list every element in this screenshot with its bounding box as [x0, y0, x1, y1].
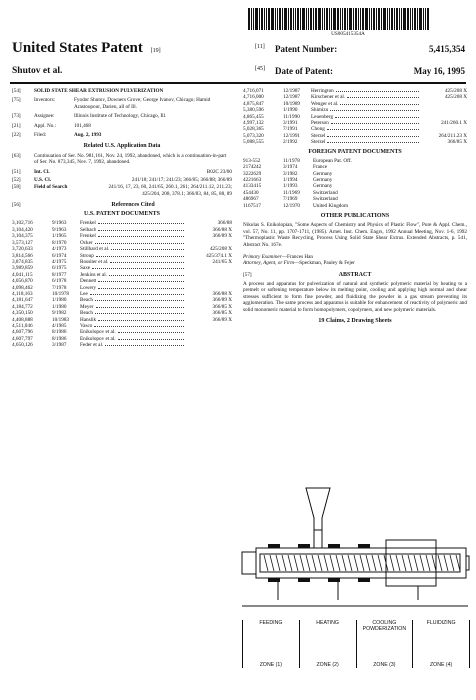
patent-number-row: [255, 44, 465, 54]
primary-examiner-value: Frances Han: [286, 253, 314, 260]
class-label: U.S. Cl.: [34, 176, 52, 183]
heater-band: [298, 544, 310, 548]
reference-number: 5,380,596: [243, 107, 264, 114]
reference-name: Beach: [80, 310, 93, 317]
leader-dots: [98, 220, 184, 224]
extruder-barrel: [256, 548, 466, 578]
biblio-value: SOLID STATE SHEAR EXTRUSION PULVERIZATION: [34, 88, 164, 94]
reference-name: Wenger et al.: [311, 100, 339, 107]
screw-flight: [282, 555, 286, 571]
foreign-number: 454430: [243, 189, 259, 196]
attorney-value: Speckman, Pauley & Fejer: [299, 260, 355, 267]
reference-name: Leuenberg: [311, 113, 334, 120]
related-heading: Related U.S. Application Data: [83, 143, 161, 150]
reference-name: Meyer: [80, 303, 94, 310]
reference-number: 4,184,772: [12, 303, 33, 310]
reference-date: 9/1982: [52, 310, 67, 317]
screw-flight: [396, 555, 400, 571]
leader-dots: [98, 317, 184, 321]
leader-dots: [96, 304, 184, 308]
class-code: [51]: [12, 169, 21, 176]
screw-flight: [378, 555, 382, 571]
screw-flight: [456, 555, 460, 571]
foreign-refs: [243, 158, 467, 209]
screw-flight: [276, 555, 280, 571]
biblio-label: Inventors:: [34, 97, 56, 104]
reference-class: 264/211.23 X: [438, 132, 467, 139]
biblio-row: [12, 132, 232, 138]
foreign-country: Germany: [313, 177, 333, 184]
biblio-row: [12, 123, 232, 129]
reference-date: 4/1985: [52, 322, 67, 329]
foreign-reference-row: [243, 203, 467, 209]
abstract-code: [57]: [243, 271, 252, 278]
reference-number: 3,102,716: [12, 220, 33, 227]
zone-label: FEEDING: [259, 620, 283, 626]
class-row: [12, 169, 232, 175]
zone-name: ZONE (4): [430, 661, 453, 668]
drive-unit: [242, 552, 256, 574]
reference-number: 5,028,365: [243, 126, 264, 133]
screw-flight: [402, 555, 406, 571]
foreign-country: European Pat. Off.: [313, 157, 352, 164]
leader-dots: [98, 233, 184, 237]
class-row: [12, 184, 232, 197]
reference-date: 12/1987: [283, 94, 301, 101]
screw-flight: [348, 555, 352, 571]
screw-flight: [306, 555, 310, 571]
foreign-number: 1167517: [243, 202, 261, 209]
feed-throat: [314, 530, 322, 548]
foreign-number: 4221663: [243, 177, 262, 184]
abstract-heading-row: [243, 272, 467, 279]
leader-dots: [92, 265, 184, 269]
class-block: [12, 169, 232, 197]
reference-name: Herrington: [311, 88, 334, 94]
reference-date: 8/1970: [52, 239, 67, 246]
foreign-date: 7/1969: [283, 196, 298, 203]
leader-dots: [331, 120, 419, 124]
heater-band: [328, 578, 340, 582]
leader-dots: [98, 278, 184, 282]
reference-class: 366/88: [217, 220, 232, 227]
biblio-code: [54]: [12, 88, 21, 94]
screw-flight: [366, 555, 370, 571]
biblio-label: Appl. No.:: [34, 122, 57, 129]
leader-dots: [340, 101, 419, 105]
reference-name: Enikolopov et al.: [80, 335, 116, 342]
patent-date: May 16, 1995: [413, 66, 465, 76]
reference-name: Frenkel: [80, 233, 96, 240]
foreign-country: United Kingdom: [313, 202, 349, 209]
patent-title: [12, 40, 161, 57]
biblio-row: [12, 97, 232, 110]
reference-class: 366/88 X: [212, 226, 232, 233]
foreign-date: 11/1978: [283, 157, 300, 164]
reference-date: 4/1975: [52, 258, 67, 265]
screw-flight: [288, 555, 292, 571]
heater-bands: [268, 544, 370, 582]
reference-class: [186, 342, 232, 348]
reference-date: 10/1978: [52, 290, 70, 297]
reference-date: 12/1991: [283, 132, 301, 139]
zone-row: [242, 620, 470, 668]
leader-dots: [336, 88, 419, 92]
foreign-date: 3/1982: [283, 170, 298, 177]
reference-name: Chong: [311, 126, 325, 133]
foreign-country: Switzerland: [313, 189, 338, 196]
biblio-value: 101,468: [74, 122, 91, 129]
class-code: [52]: [12, 176, 21, 183]
class-label: Int. Cl.: [34, 169, 50, 176]
foreign-date: 1/1993: [283, 183, 298, 190]
leader-dots: [118, 336, 184, 340]
leader-dots: [327, 126, 419, 130]
reference-number: 5,073,320: [243, 132, 264, 139]
reference-class: 366/89 X: [212, 233, 232, 240]
reference-date: 7/1991: [283, 126, 298, 133]
reference-date: 3/1991: [283, 120, 298, 127]
leader-dots: [90, 291, 184, 295]
inventor-short: Shutov et al.: [12, 66, 63, 76]
us-refs-left: [12, 220, 232, 348]
cooling-jacket: [386, 540, 436, 586]
screw-flight: [438, 555, 442, 571]
patent-number-label: Patent Number:: [275, 44, 338, 54]
foreign-country: Germany: [313, 183, 333, 190]
patent-number: 5,415,354: [429, 44, 465, 54]
reference-class: 366/85 X: [212, 310, 232, 317]
reference-number: 3,814,566: [12, 252, 33, 259]
reference-name: Shimizu: [311, 107, 329, 114]
reference-class: 241/260.1 X: [441, 120, 467, 127]
zone-column: [412, 620, 470, 668]
reference-date: 9/1963: [52, 220, 67, 227]
reference-name: Saxe: [80, 265, 91, 272]
primary-examiner-label: Primary Examiner: [243, 253, 282, 260]
reference-date: 6/1978: [52, 278, 67, 285]
leader-dots: [105, 342, 184, 346]
screw-flight: [294, 555, 298, 571]
barcode-number: US005415354A: [331, 31, 365, 37]
reference-name: Rossiter et al.: [80, 258, 109, 265]
reference-class: 366/89 X: [212, 316, 232, 323]
leader-dots: [98, 285, 184, 289]
leader-dots: [96, 253, 184, 257]
reference-date: 6/1974: [52, 252, 67, 259]
screw-flight: [450, 555, 454, 571]
reference-date: 4/1973: [52, 246, 67, 253]
heater-band: [268, 544, 280, 548]
reference-name: Ocker: [80, 239, 93, 246]
reference-date: 8/1986: [52, 335, 67, 342]
foreign-date: 1/1994: [283, 177, 298, 184]
reference-number: 4,716,000: [243, 94, 264, 101]
biblio-value: Fyodor Shutov, Downers Grove; George Ivanov, Chicago; Hamid Arastoopour, Darien, all of Ill.: [74, 97, 211, 110]
reference-date: 9/1963: [52, 226, 67, 233]
attorney-label: Attorney, Agent, or Firm: [243, 260, 295, 267]
reference-name: Selbach: [80, 226, 97, 233]
leader-dots: [110, 259, 184, 263]
zone-name: ZONE (1): [259, 661, 282, 668]
reference-date: 8/1986: [52, 329, 67, 336]
heater-band: [358, 578, 370, 582]
zone-label: COOLING POWDERIZATION: [362, 620, 407, 633]
class-row: [12, 177, 232, 183]
leader-dots: [335, 114, 419, 118]
biblio-value: Aug. 2, 1993: [74, 132, 102, 139]
screw-flight: [432, 555, 436, 571]
reference-class: 366/85 X: [212, 303, 232, 310]
reference-name: Dennett: [80, 278, 97, 285]
reference-number: 4,716,071: [243, 88, 264, 94]
reference-number: 3,989,859: [12, 265, 33, 272]
foreign-date: 11/1969: [283, 189, 300, 196]
screw-flight: [420, 555, 424, 571]
reference-date: 10/1983: [52, 316, 70, 323]
foreign-number: 486967: [243, 196, 259, 203]
primary-examiner: Primary Examiner—Frances Han: [243, 253, 314, 260]
biblio-row: [12, 113, 232, 119]
header-rule: [10, 82, 466, 84]
reference-name: Peterson: [311, 120, 329, 127]
patent-title-code: [19]: [150, 48, 161, 54]
reference-number: 4,041,115: [12, 271, 33, 278]
hopper: [306, 488, 330, 530]
reference-number: 4,350,150: [12, 310, 33, 317]
screw-flight: [264, 555, 268, 571]
references-heading: References Cited: [111, 202, 155, 209]
screw-flight: [390, 555, 394, 571]
reference-number: 4,118,163: [12, 290, 33, 297]
leader-dots: [98, 227, 184, 231]
reference-class: 366/85 X: [447, 139, 467, 146]
foreign-number: 2174242: [243, 164, 262, 171]
screw-flight: [354, 555, 358, 571]
biblio-label: Filed:: [34, 132, 47, 139]
reference-number: 4,997,132: [243, 120, 264, 127]
reference-class: 425/208 X: [444, 94, 467, 101]
reference-date: 3/1987: [52, 342, 67, 349]
other-pubs-heading: OTHER PUBLICATIONS: [320, 213, 390, 220]
reference-name: Feder et al.: [80, 342, 104, 349]
screw-flight: [414, 555, 418, 571]
screw-flight: [318, 555, 322, 571]
foreign-number: 3222629: [243, 170, 262, 177]
reference-number: 4,181,647: [12, 297, 33, 304]
reference-class: 241/65 X: [212, 258, 232, 265]
us-refs-right: [243, 88, 467, 146]
left-column: [12, 88, 232, 349]
reference-number: 3,104,420: [12, 226, 33, 233]
zone-name: ZONE (2): [316, 661, 339, 668]
leader-dots: [94, 323, 184, 327]
reference-number: 3,874,835: [12, 258, 33, 265]
screw-flight: [330, 555, 334, 571]
screw-flight: [324, 555, 328, 571]
patent-title-text: United States Patent: [12, 40, 143, 56]
leader-dots: [95, 310, 184, 314]
biblio-code: [75]: [12, 97, 21, 104]
reference-name: Vasco: [80, 322, 93, 329]
zone-labels: [242, 620, 470, 668]
screw-flight: [270, 555, 274, 571]
zone-column: [356, 620, 413, 668]
reference-name: Beach: [80, 297, 93, 304]
patent-date-row: [255, 66, 465, 76]
biblio-code: [73]: [12, 113, 21, 120]
reference-number: 4,607,796: [12, 329, 33, 336]
patent-date-label: Date of Patent:: [275, 66, 333, 76]
leader-dots: [95, 240, 184, 244]
reference-row: [12, 342, 232, 348]
foreign-number: 913-552: [243, 157, 261, 164]
reference-name: Lee: [80, 290, 88, 297]
leader-dots: [327, 133, 419, 137]
related-row: [12, 153, 232, 166]
reference-name: Stillhard et al.: [80, 246, 110, 253]
screw-flight: [360, 555, 364, 571]
biblio-block: [12, 88, 232, 138]
references-code: [56]: [12, 202, 21, 209]
reference-name: Sterzel: [311, 139, 326, 146]
reference-number: 5,088,555: [243, 139, 264, 146]
leader-dots: [347, 94, 419, 98]
zone-column: [242, 620, 299, 668]
screw-flight: [372, 555, 376, 571]
biblio-code: [22]: [12, 132, 21, 139]
reference-number: 4,865,455: [243, 113, 264, 120]
screw-flight: [426, 555, 430, 571]
screw-flight: [300, 555, 304, 571]
reference-name: Jenkins et al.: [80, 271, 107, 278]
right-column: [243, 88, 467, 325]
reference-name: Stroup: [80, 252, 94, 259]
reference-date: 12/1987: [283, 88, 301, 94]
reference-class: 425/208 X: [209, 246, 232, 253]
reference-date: 2/1992: [283, 139, 298, 146]
leader-dots: [109, 272, 184, 276]
related-text: Continuation of Ser. No. 981,161, Nov. 24, 1992, abandoned, which is a continuation-in-part of Ser. No. 873,345, Nov. 7, 1992, abandoned.: [34, 152, 227, 166]
reference-name: Frenkel: [80, 220, 96, 227]
screw-flight: [336, 555, 340, 571]
screw-flight: [444, 555, 448, 571]
reference-number: 4,650,126: [12, 342, 33, 349]
heater-band: [268, 578, 280, 582]
reference-class: 366/89 X: [212, 297, 232, 304]
heater-band: [328, 544, 340, 548]
heater-band: [358, 544, 370, 548]
attorney: Attorney, Agent, or Firm—Speckman, Pauley & Fejer: [243, 260, 355, 267]
class-value: 241/16, 17, 23, 60, 241/65, 260.1, 261; 264/211.12, 211.23; 425/204, 208, 378.1; 366/83, 84, 85, 88, 89: [108, 184, 232, 197]
class-value: B02C 23/00: [206, 169, 232, 176]
screw-flight: [342, 555, 346, 571]
reference-date: 1/1980: [52, 303, 67, 310]
reference-date: 6/1975: [52, 265, 67, 272]
foreign-country: France: [313, 164, 328, 171]
class-value: 241/18; 241/17; 241/23; 366/85; 366/88; 366/89: [131, 176, 232, 183]
reference-name: Lowery: [80, 284, 97, 291]
reference-number: 4,408,888: [12, 316, 33, 323]
patent-date-code: [45]: [255, 66, 265, 72]
related-code: [63]: [12, 152, 21, 159]
reference-row: [243, 139, 467, 145]
leader-dots: [111, 246, 184, 250]
leader-dots: [95, 297, 184, 301]
reference-class: 366/88 X: [212, 290, 232, 297]
reference-name: Hanslik: [80, 316, 97, 323]
reference-name: Sterzel: [311, 132, 326, 139]
biblio-label: Assignee:: [34, 113, 55, 120]
zone-label: FLUIDIZING: [426, 620, 456, 626]
reference-number: 4,511,046: [12, 322, 33, 329]
screw-flight: [312, 555, 316, 571]
reference-date: 11/1990: [283, 113, 300, 120]
class-label: Field of Search: [34, 184, 68, 191]
reference-date: 1/1980: [52, 297, 67, 304]
zone-name: ZONE (3): [373, 661, 396, 668]
screw-flights: [264, 555, 460, 571]
reference-date: 1/1990: [283, 107, 298, 114]
reference-number: 3,573,127: [12, 239, 33, 246]
reference-class: 425/208 X: [444, 88, 467, 94]
abstract-heading: ABSTRACT: [338, 271, 372, 278]
barcode: [248, 8, 448, 37]
reference-number: 4,607,797: [12, 335, 33, 342]
zone-column: [299, 620, 356, 668]
reference-name: Enikolopov et al.: [80, 329, 116, 336]
leader-dots: [330, 107, 419, 111]
reference-date: 8/1977: [52, 271, 67, 278]
reference-date: 1/1965: [52, 233, 67, 240]
reference-date: 10/1989: [283, 100, 301, 107]
other-pubs-text: Nikolas S. Enikolopian, "Some Aspects of Chemistry and Physics of Plastic Flow", Pure & Appl. Chem., vol. 57, No. 11, pp. 1707-1711, (1985). Arnet. Inst. Chem. Engrs, 1992 Annual Meeting, Nov. 1-6, 1992 "Thermoplastic Waste Recycling, Process Using Solid State Shear Extrus. Extended Abstracts, p. 541, Abstract No. 167e.: [243, 222, 467, 248]
biblio-value: Illinois Institute of Technology, Chicago, Ill.: [74, 113, 167, 120]
reference-date: 7/1978: [52, 284, 67, 291]
biblio-row: [12, 88, 232, 94]
reference-number: 3,104,375: [12, 233, 33, 240]
claims-line: 19 Claims, 2 Drawing Sheets: [318, 317, 392, 324]
foreign-date: 12/1970: [283, 202, 301, 209]
foreign-country: Germany: [313, 170, 333, 177]
abstract-text: A process and apparatus for pulverization of natural and synthetic polymeric material by heating to a premelt or softening temperature below its melting point, cooling and applying high normal and shear stresses sufficient to form fine powder, and fluidizing the powder in a gas stream preventing its agglomeration. The same process and apparatus is suitable for enhancement of reactivity of polymeric and solid monomeric material to form homopolymers, copolymers, and new polymeric materials.: [243, 280, 467, 313]
reference-number: 4,875,847: [243, 100, 264, 107]
reference-number: 4,098,462: [12, 284, 33, 291]
references-heading-row: [12, 202, 232, 209]
class-code: [58]: [12, 184, 21, 191]
leader-dots: [118, 329, 184, 333]
foreign-number: 4133415: [243, 183, 262, 190]
reference-name: Kirschener et al.: [311, 94, 346, 101]
reference-number: 4,056,870: [12, 278, 33, 285]
us-docs-heading: U.S. PATENT DOCUMENTS: [83, 211, 160, 218]
foreign-heading: FOREIGN PATENT DOCUMENTS: [308, 148, 402, 155]
foreign-country: Switzerland: [313, 196, 338, 203]
zone-label: HEATING: [316, 620, 339, 626]
screw-flight: [408, 555, 412, 571]
reference-class: 425/374.1 X: [206, 252, 232, 259]
patent-number-code: [11]: [255, 44, 265, 50]
reference-number: 3,720,633: [12, 246, 33, 253]
heater-band: [298, 578, 310, 582]
biblio-code: [21]: [12, 122, 21, 129]
leader-dots: [327, 139, 419, 143]
foreign-date: 3/1974: [283, 164, 298, 171]
